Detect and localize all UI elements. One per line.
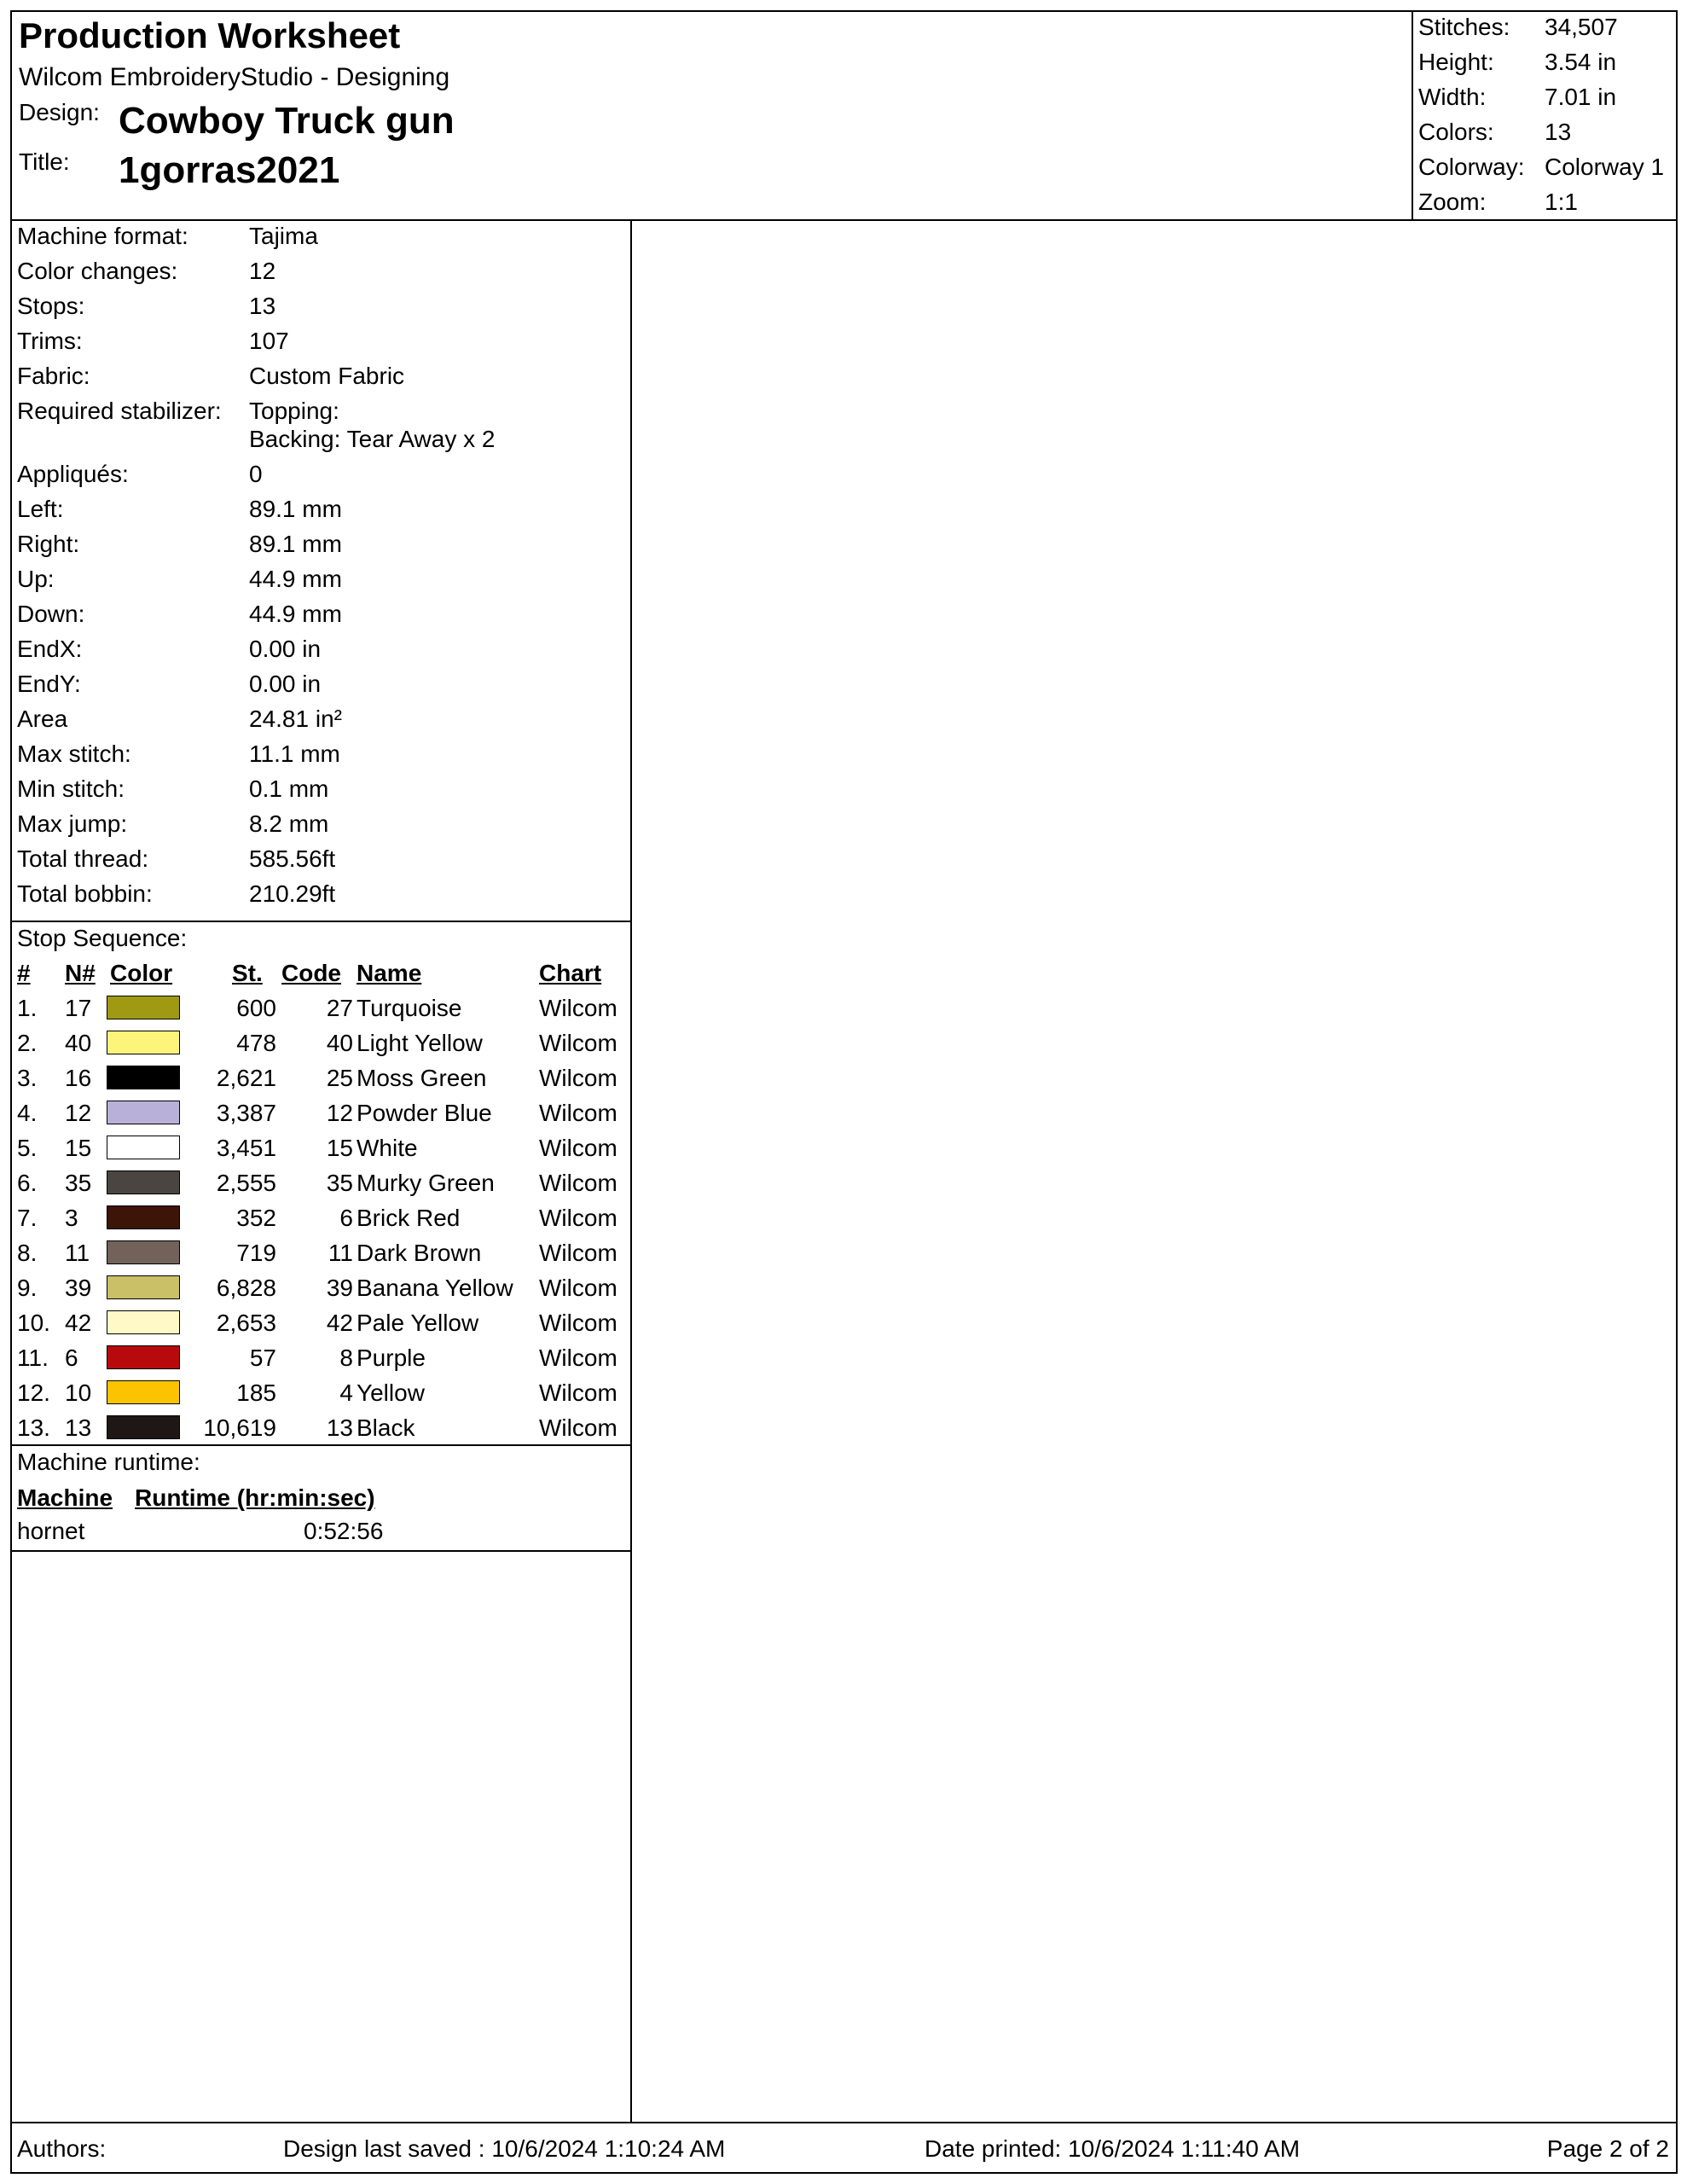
thread-name: Yellow [357,1380,425,1406]
stitch-count: 3,451 [216,1135,276,1161]
needle-number: 17 [65,995,92,1021]
col-header-needle: N# [65,960,96,986]
thread-code: 6 [339,1205,353,1231]
property-label: Area [17,706,68,732]
footer-authors: Authors: [17,2135,107,2162]
col-header-name: Name [357,960,422,986]
stitch-count: 2,653 [216,1310,276,1336]
needle-number: 6 [65,1345,78,1371]
thread-chart: Wilcom [539,1205,617,1231]
property-label: Required stabilizer: [17,398,222,424]
thread-chart: Wilcom [539,1170,617,1196]
thread-name: Purple [357,1345,426,1371]
thread-code: 40 [326,1030,353,1056]
property-value: 0.00 in [249,671,322,697]
software-subtitle: Wilcom EmbroideryStudio - Designing [19,63,450,91]
stop-sequence-label: Stop Sequence: [17,925,188,951]
summary-label: Height: [1418,49,1494,75]
property-value: 44.9 mm [249,566,342,592]
thread-name: Brick Red [357,1205,461,1231]
stitch-count: 57 [249,1345,276,1371]
needle-number: 13 [65,1414,92,1441]
property-label: Fabric: [17,363,90,389]
stop-number: 9. [17,1275,38,1301]
title-label: Title: [19,148,70,175]
color-swatch [107,1275,180,1299]
property-value: 0.1 mm [249,775,329,802]
thread-code: 27 [326,995,353,1021]
color-swatch [107,1101,180,1124]
property-value: 89.1 mm [249,496,342,522]
thread-name: Pale Yellow [357,1310,479,1336]
thread-name: Moss Green [357,1065,487,1091]
footer-last-saved: Design last saved : 10/6/2024 1:10:24 AM [283,2135,726,2162]
thread-chart: Wilcom [539,1240,617,1266]
stitch-count: 719 [236,1240,276,1266]
thread-code: 15 [326,1135,353,1161]
stop-number: 2. [17,1030,38,1056]
color-swatch [107,1240,180,1264]
thread-chart: Wilcom [539,1275,617,1301]
property-value: 0 [249,461,263,487]
property-label: Max jump: [17,810,128,837]
property-label: Left: [17,496,64,522]
property-label: Total thread: [17,845,149,872]
stitch-count: 600 [236,995,276,1021]
col-header-num: # [17,960,31,986]
thread-chart: Wilcom [539,1030,617,1056]
stop-number: 5. [17,1135,38,1161]
section-divider [12,921,630,922]
property-label: Right: [17,531,80,557]
property-label: Machine format: [17,223,188,249]
stitch-count: 10,619 [203,1414,276,1441]
thread-code: 13 [326,1414,353,1441]
color-swatch [107,1205,180,1229]
col-header-color: Color [110,960,173,986]
stitch-count: 3,387 [216,1100,276,1126]
summary-label: Zoom: [1418,189,1487,215]
property-label: Up: [17,566,55,592]
property-value: 0.00 in [249,636,322,662]
stop-number: 8. [17,1240,38,1266]
col-header-stitches: St. [232,960,263,986]
stop-number: 6. [17,1170,38,1196]
thread-name: Dark Brown [357,1240,482,1266]
thread-chart: Wilcom [539,1380,617,1406]
stop-number: 11. [17,1345,49,1371]
summary-value: 34,507 [1545,14,1618,40]
property-value: 24.81 in² [249,706,342,732]
summary-panel [1412,12,1678,219]
footer-date-printed: Date printed: 10/6/2024 1:11:40 AM [925,2135,1301,2162]
stop-number: 13. [17,1414,50,1441]
property-label: Down: [17,601,85,627]
thread-chart: Wilcom [539,1100,617,1126]
needle-number: 15 [65,1135,92,1161]
needle-number: 10 [65,1380,92,1406]
needle-number: 11 [65,1240,90,1266]
runtime-value: 0:52:56 [304,1518,384,1544]
summary-label: Colors: [1418,119,1494,145]
needle-number: 39 [65,1275,92,1301]
col-header-runtime: Runtime (hr:min:sec) [135,1484,375,1511]
needle-number: 16 [65,1065,92,1091]
stop-number: 3. [17,1065,38,1091]
col-header-chart: Chart [539,960,602,986]
stitch-count: 352 [236,1205,276,1231]
stitch-count: 2,555 [216,1170,276,1196]
needle-number: 35 [65,1170,92,1196]
thread-name: White [357,1135,418,1161]
property-value: 13 [249,293,276,319]
thread-chart: Wilcom [539,1345,617,1371]
property-value: 210.29ft [249,880,336,907]
property-label: Trims: [17,328,83,354]
col-header-machine: Machine [17,1484,113,1511]
property-label: Total bobbin: [17,880,153,907]
thread-chart: Wilcom [539,995,617,1021]
property-value: Backing: Tear Away x 2 [249,426,496,452]
thread-chart: Wilcom [539,1414,617,1441]
stop-number: 7. [17,1205,38,1231]
color-swatch [107,1066,180,1089]
thread-name: Light Yellow [357,1030,483,1056]
stitch-count: 478 [236,1030,276,1056]
worksheet-page [10,10,1678,2174]
color-swatch [107,1031,180,1054]
footer-page-number: Page 2 of 2 [1546,2135,1669,2162]
property-value: 107 [249,328,289,354]
summary-value: 7.01 in [1545,84,1617,110]
summary-label: Colorway: [1418,154,1525,180]
worksheet-header [12,12,1676,221]
color-swatch [107,1136,180,1159]
color-swatch [107,1310,180,1334]
property-label: Min stitch: [17,775,125,802]
summary-value: 13 [1545,119,1572,145]
thread-chart: Wilcom [539,1310,617,1336]
stitch-count: 6,828 [216,1275,276,1301]
summary-label: Width: [1418,84,1487,110]
summary-label: Stitches: [1418,14,1510,40]
color-swatch [107,1415,180,1439]
color-swatch [107,1170,180,1194]
needle-number: 40 [65,1030,92,1056]
property-value: 585.56ft [249,845,336,872]
thread-code: 35 [326,1170,353,1196]
thread-name: Murky Green [357,1170,495,1196]
property-value: 8.2 mm [249,810,329,837]
stop-number: 10. [17,1310,50,1336]
thread-name: Powder Blue [357,1100,492,1126]
stop-number: 4. [17,1100,38,1126]
summary-value: Colorway 1 [1545,154,1665,180]
property-value: Custom Fabric [249,363,405,389]
property-label: Max stitch: [17,741,131,767]
thread-code: 4 [339,1380,353,1406]
stitch-count: 2,621 [216,1065,276,1091]
section-divider [12,1550,630,1552]
summary-value: 1:1 [1545,189,1578,215]
stop-number: 1. [17,995,38,1021]
design-title: 1gorras2021 [119,149,340,191]
design-name: Cowboy Truck gun [119,100,455,142]
thread-code: 11 [328,1240,353,1266]
property-value: 89.1 mm [249,531,342,557]
color-swatch [107,996,180,1019]
color-swatch [107,1380,180,1404]
stop-number: 12. [17,1380,50,1406]
thread-code: 42 [326,1310,353,1336]
property-label: EndY: [17,671,81,697]
property-label: Stops: [17,293,85,319]
thread-code: 25 [326,1065,353,1091]
property-label: EndX: [17,636,83,662]
thread-chart: Wilcom [539,1065,617,1091]
stitch-count: 185 [236,1380,276,1406]
property-value: Tajima [249,223,318,249]
color-swatch [107,1345,180,1369]
property-value: 44.9 mm [249,601,342,627]
property-value: Topping: [249,398,339,424]
property-value: 11.1 mm [249,741,340,767]
needle-number: 12 [65,1100,92,1126]
needle-number: 42 [65,1310,92,1336]
property-label: Color changes: [17,258,178,284]
section-divider [12,1444,630,1446]
thread-name: Banana Yellow [357,1275,513,1301]
details-column [12,219,632,2122]
worksheet-footer [12,2122,1676,2174]
thread-code: 12 [326,1100,353,1126]
page-title: Production Worksheet [19,15,401,55]
thread-code: 8 [339,1345,353,1371]
col-header-code: Code [281,960,341,986]
thread-name: Black [357,1414,415,1441]
machine-runtime-label: Machine runtime: [17,1449,200,1475]
thread-chart: Wilcom [539,1135,617,1161]
property-value: 12 [249,258,276,284]
design-label: Design: [19,99,100,125]
thread-name: Turquoise [357,995,462,1021]
runtime-machine-name: hornet [17,1518,85,1544]
summary-value: 3.54 in [1545,49,1617,75]
needle-number: 3 [65,1205,78,1231]
thread-code: 39 [326,1275,353,1301]
property-label: Appliqués: [17,461,129,487]
